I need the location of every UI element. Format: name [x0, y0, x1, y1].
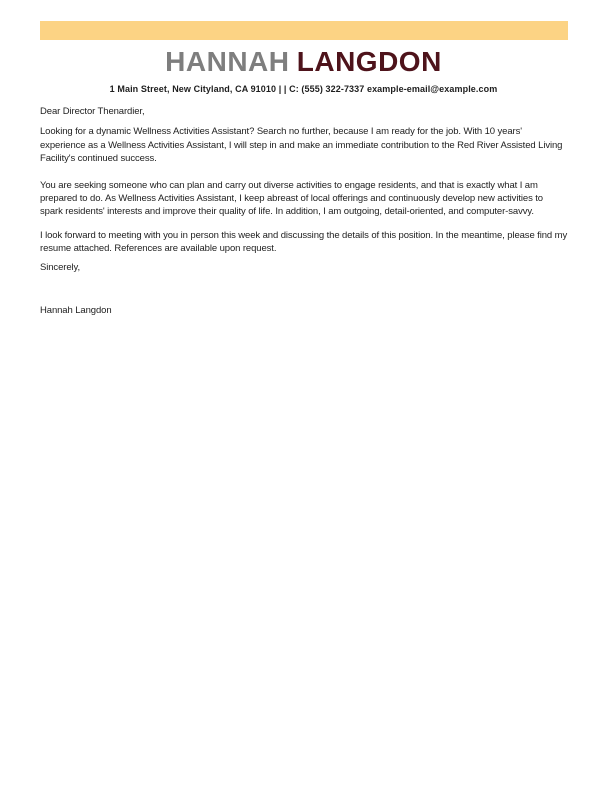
- letter-paragraph: You are seeking someone who can plan and carry out diverse activities to engage residents, and that is exactly what I am prepared to do. As Wellness Activities Assistant, I keep abreast of local offerings and continuously develop new activities to spark residents' interests and improve their quality of life. In addition, I am outgoing, detail-oriented, and computer-savvy.: [40, 179, 543, 218]
- contact-line: 1 Main Street, New Cityland, CA 91010 | | C: (555) 322-7337 example-email@example.com: [109, 84, 498, 94]
- signature-name: Hannah Langdon: [40, 305, 112, 317]
- letter-paragraph: I look forward to meeting with you in person this week and discussing the details of this position. In the meantime, please find my resume attached. References are available upon request.: [40, 229, 568, 255]
- last-name: LANGDON: [296, 46, 442, 77]
- letter-body: [40, 105, 568, 317]
- first-name: HANNAH: [165, 46, 290, 77]
- closing: Sincerely,: [40, 261, 81, 273]
- page-title: [0, 47, 607, 77]
- salutation: Dear Director Thenardier,: [40, 106, 145, 117]
- header-accent-bar: [40, 21, 568, 40]
- letter-paragraph: Looking for a dynamic Wellness Activities Assistant? Search no further, because I am ready for the job. With 10 years' experience as a Wellness Activities Assistant, I will step in and make an immediate contribution to the Red River Assisted Living Facility's continued success.: [40, 126, 563, 165]
